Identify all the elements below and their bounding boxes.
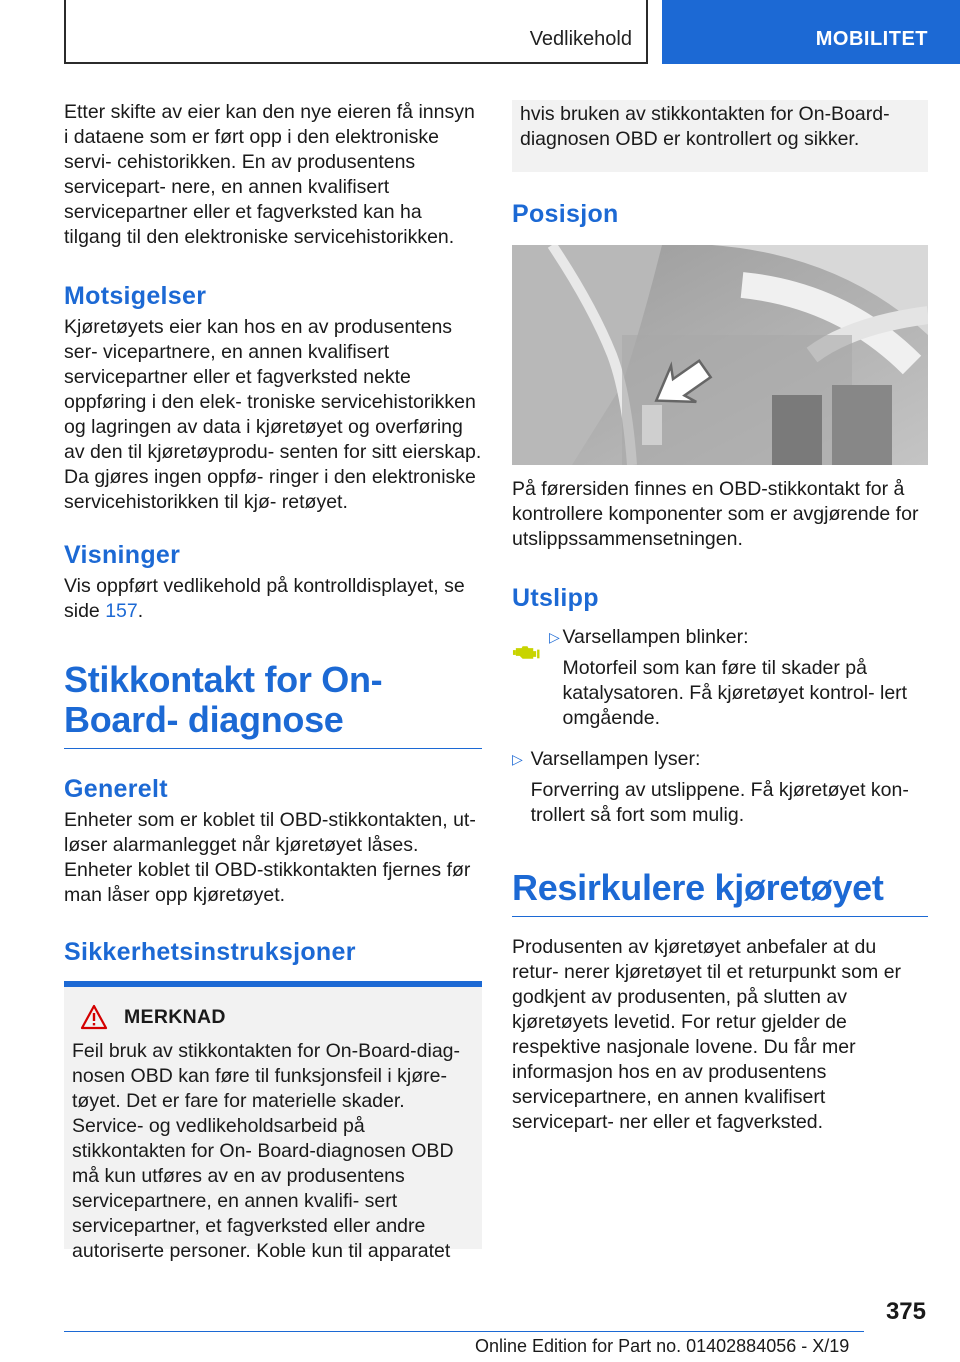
note-text-continued: hvis bruken av stikkontakten for On-Board- diagnosen OBD er kontrollert og sikker. — [520, 103, 890, 150]
left-column — [64, 100, 482, 1262]
heading-visninger: Visninger — [64, 541, 181, 569]
bullet-triangle-icon: ▷ — [548, 629, 560, 645]
heading-generelt: Generelt — [64, 775, 168, 803]
paragraph-generelt: Enheter som er koblet til OBD-stikkontakten, ut- løser alarmanlegget når kjøretøyet låses. Enheter koblet til OBD-stikkontakten fjernes før man låser opp kjøretøyet. — [64, 809, 476, 906]
bullet-triangle-icon: ▷ — [512, 751, 523, 767]
section-tab[interactable] — [64, 0, 648, 64]
section-tab-label: Vedlikehold — [529, 28, 632, 50]
bullet-title: Varsellampen lyser: — [530, 748, 701, 770]
note-box-continued — [512, 100, 928, 172]
heading-utslipp: Utslipp — [512, 584, 599, 612]
bullet-list-1 — [549, 625, 928, 731]
edition-text: Online Edition for Part no. 01402884056 - X/19 — [475, 1336, 850, 1356]
bullet-detail: Motorfeil som kan føre til skader på katalysatoren. Få kjøretøyet kontrol- lert omgående. — [562, 657, 908, 729]
paragraph-motsigelser: Kjøretøyets eier kan hos en av produsentens ser- vicepartnere, en annen kvalifisert servicepartner eller et fagverksted nekte oppføring i den elek- troniske servicehistorikken og lagringen av data i kjøretøyet og overføring av den til kjøretøyprodu- senten for sitt eierskap. Da gjøres ingen oppfø- ringer i den elektroniske servicehistorikken til kjø- retøyet. — [64, 316, 482, 513]
note-box — [64, 987, 482, 1262]
visninger-text: Vis oppført vedlikehold på kontrolldisplayet, se side — [64, 575, 465, 622]
footer-rule — [64, 1331, 864, 1332]
bullet-detail: Forverring av utslippene. Få kjøretøyet kon- trollert så fort som mulig. — [530, 779, 909, 826]
obd-location-image — [512, 245, 928, 465]
chapter-tab[interactable] — [662, 0, 960, 64]
paragraph-resirkulere: Produsenten av kjøretøyet anbefaler at du retur- nerer kjøretøyet til et returpunkt som er godkjent av produsenten, på slutten av kjøretøyets levetid. For retur gjelder de respektive nasjonale lovene. Du får mer informasjon hos en av produsentens servicepartnere, en annen kvalifisert servicepart- ner eller et fagverksted. — [512, 936, 902, 1133]
list-item — [512, 747, 928, 828]
warning-triangle-icon — [80, 1004, 108, 1030]
heading-motsigelser: Motsigelser — [64, 282, 207, 310]
chapter-tab-label: MOBILITET — [815, 28, 928, 50]
heading-resirkulere: Resirkulere kjøretøyet — [512, 867, 884, 908]
intro-paragraph: Etter skifte av eier kan den nye eieren få innsyn i dataene som er ført opp i den elektroniske servi- cehistorikken. En av produsentens servicepart- nere, en annen kvalifisert servicepartner eller et fagverksted kan ha tilgang til den elektroniske servicehistorikken. — [64, 101, 475, 248]
bullet-title: Varsellampen blinker: — [562, 626, 749, 648]
note-text: Feil bruk av stikkontakten for On-Board-diag- nosen OBD kan føre til funksjonsfeil i kjøre- tøyet. Det er fare for materielle skader. Service- og vedlikeholdsarbeid på stikkontakten for On- Board-diagnosen OBD må kun utføres av en av produsentens servicepartnere, en annen kvalifi- sert servicepartner, et fagverksted eller andre autoriserte personer. Koble kun til apparatet — [72, 1040, 461, 1262]
heading-underline — [64, 748, 482, 749]
paragraph-visninger — [64, 574, 482, 624]
note-label: MERKNAD — [124, 1005, 226, 1028]
heading-sikkerhet: Sikkerhetsinstruksjoner — [64, 938, 356, 966]
heading-posisjon: Posisjon — [512, 200, 619, 228]
engine-warning-icon — [512, 633, 541, 673]
note-header — [72, 1001, 474, 1033]
page-reference-link[interactable]: 157 — [105, 600, 138, 622]
visninger-period: . — [137, 600, 144, 622]
heading-stikkontakt: Stikkontakt for On-Board- diagnose — [64, 659, 383, 740]
paragraph-posisjon: På førersiden finnes en OBD-stikkontakt for å kontrollere komponenter som er avgjørende for utslippssammensetningen. — [512, 478, 919, 550]
emissions-warning-block — [512, 625, 928, 731]
heading-underline — [512, 916, 928, 917]
list-item — [549, 625, 928, 731]
page-number: 375 — [885, 1298, 926, 1325]
right-column — [512, 100, 928, 1135]
